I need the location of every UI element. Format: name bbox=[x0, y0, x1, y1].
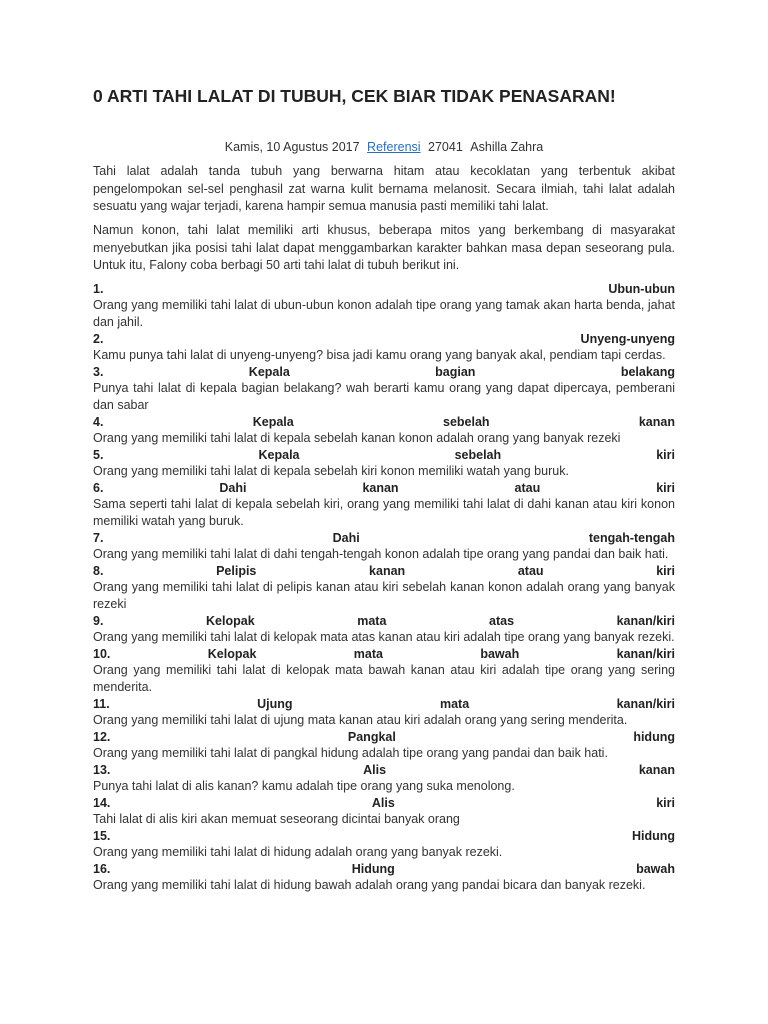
item-description: Orang yang memiliki tahi lalat di ubun-ubun konon adalah tipe orang yang tamak akan harta benda, jahat dan jahil. bbox=[93, 298, 675, 329]
item-heading-word: bawah bbox=[636, 862, 675, 876]
item-heading bbox=[93, 613, 675, 629]
item-heading bbox=[93, 646, 675, 662]
item-heading-word: atas bbox=[489, 614, 515, 628]
item-description: Orang yang memiliki tahi lalat di hidung adalah orang yang banyak rezeki. bbox=[93, 845, 503, 859]
item-heading bbox=[93, 530, 675, 546]
item-number: 1. bbox=[93, 282, 104, 296]
item-number: 7. bbox=[93, 531, 104, 545]
item-heading-word: Alis bbox=[371, 796, 395, 810]
list-item bbox=[93, 696, 675, 729]
list-item bbox=[93, 729, 675, 762]
item-heading bbox=[93, 447, 675, 463]
item-description: Orang yang memiliki tahi lalat di kepala sebelah kiri konon memiliki watah yang buruk. bbox=[93, 464, 569, 478]
list-item bbox=[93, 828, 675, 861]
item-number: 4. bbox=[93, 415, 104, 429]
item-description: Orang yang memiliki tahi lalat di ujung mata kanan atau kiri adalah orang yang sering menderita. bbox=[93, 713, 628, 727]
item-description: Kamu punya tahi lalat di unyeng-unyeng? bisa jadi kamu orang yang banyak akal, pendiam tapi cerdas. bbox=[93, 348, 666, 362]
item-heading bbox=[93, 563, 675, 579]
item-heading bbox=[93, 729, 675, 745]
item-heading bbox=[93, 364, 675, 380]
item-heading-word: Kepala bbox=[248, 365, 290, 379]
item-heading-word: Kepala bbox=[252, 415, 294, 429]
article-title: 0 ARTI TAHI LALAT DI TUBUH, CEK BIAR TIDAK PENASARAN! bbox=[93, 86, 616, 106]
item-heading-word: Alis bbox=[363, 763, 387, 777]
item-heading bbox=[93, 480, 675, 496]
item-heading-word: kanan bbox=[638, 763, 675, 777]
item-description: Tahi lalat di alis kiri akan memuat seseorang dicintai banyak orang bbox=[93, 812, 460, 826]
item-heading bbox=[93, 331, 675, 347]
item-description: Orang yang memiliki tahi lalat di kepala sebelah kanan konon adalah orang yang banyak rezeki bbox=[93, 431, 621, 445]
item-description: Orang yang memiliki tahi lalat di kelopak mata atas kanan atau kiri adalah tipe orang yang banyak rezeki. bbox=[93, 630, 675, 644]
item-heading bbox=[93, 696, 675, 712]
item-description: Orang yang memiliki tahi lalat di dahi tengah-tengah konon adalah tipe orang yang pandai dan baik hati. bbox=[93, 547, 669, 561]
item-description: Sama seperti tahi lalat di kepala sebelah kiri, orang yang memiliki tahi lalat di dahi kanan atau kiri konon memiliki watah yang buruk. bbox=[93, 497, 675, 528]
list-item bbox=[93, 364, 675, 414]
item-heading bbox=[93, 762, 675, 778]
list-item bbox=[93, 480, 675, 530]
item-heading-word: Pelipis bbox=[216, 564, 257, 578]
item-heading-word: kiri bbox=[656, 796, 675, 810]
item-heading-word: kanan/kiri bbox=[616, 614, 675, 628]
list-item bbox=[93, 762, 675, 795]
list-item bbox=[93, 646, 675, 696]
item-heading bbox=[93, 861, 675, 877]
item-heading-word: Hidung bbox=[631, 829, 675, 843]
item-heading-word: Kelopak bbox=[207, 647, 257, 661]
item-number: 10. bbox=[93, 647, 111, 661]
list-item bbox=[93, 795, 675, 828]
item-description: Punya tahi lalat di kepala bagian belakang? wah berarti kamu orang yang dapat dipercaya, pemberani dan sabar bbox=[93, 381, 675, 412]
item-number: 2. bbox=[93, 332, 104, 346]
item-number: 8. bbox=[93, 564, 104, 578]
category-link[interactable]: Referensi bbox=[367, 140, 421, 154]
item-heading-word: atau bbox=[517, 564, 544, 578]
item-heading bbox=[93, 414, 675, 430]
view-count: 27041 bbox=[428, 140, 463, 154]
item-heading bbox=[93, 795, 675, 811]
mole-meaning-list bbox=[93, 281, 675, 894]
item-number: 3. bbox=[93, 365, 104, 379]
item-heading-word: mata bbox=[353, 647, 383, 661]
item-heading-word: Kepala bbox=[258, 448, 300, 462]
item-description: Orang yang memiliki tahi lalat di kelopak mata bawah kanan atau kiri adalah tipe orang yang sering menderita. bbox=[93, 663, 675, 694]
item-heading-word: kiri bbox=[656, 448, 675, 462]
item-heading-word: kiri bbox=[656, 564, 675, 578]
item-heading-word: tengah-tengah bbox=[588, 531, 675, 545]
intro-paragraph-2: Namun konon, tahi lalat memiliki arti khusus, beberapa mitos yang berkembang di masyarakat menyebutkan jika posisi tahi lalat dapat menggambarkan karakter bahkan masa depan seseorang pula. Untuk itu, Falony coba berbagi 50 arti tahi lalat di tubuh berikut ini. bbox=[93, 223, 675, 272]
item-heading-word: mata bbox=[357, 614, 387, 628]
list-item bbox=[93, 613, 675, 646]
list-item bbox=[93, 281, 675, 331]
item-heading-word: atau bbox=[514, 481, 541, 495]
item-heading-word: Pangkal bbox=[347, 730, 396, 744]
item-description: Punya tahi lalat di alis kanan? kamu adalah tipe orang yang suka menolong. bbox=[93, 779, 515, 793]
item-heading-word: hidung bbox=[633, 730, 675, 744]
list-item bbox=[93, 563, 675, 613]
item-heading-word: bawah bbox=[480, 647, 520, 661]
item-heading-word: mata bbox=[439, 697, 470, 711]
item-heading-word: Ujung bbox=[257, 697, 293, 711]
list-item bbox=[93, 861, 675, 894]
item-heading-word: sebelah bbox=[454, 448, 502, 462]
item-number: 15. bbox=[93, 829, 111, 843]
item-heading-word: belakang bbox=[620, 365, 675, 379]
item-heading-word: Dahi bbox=[332, 531, 360, 545]
author-name: Ashilla Zahra bbox=[470, 140, 544, 154]
item-heading-word: kanan bbox=[638, 415, 675, 429]
item-number: 12. bbox=[93, 730, 111, 744]
item-heading-word: kanan/kiri bbox=[616, 647, 675, 661]
list-item bbox=[93, 331, 675, 364]
item-heading-word: sebelah bbox=[443, 415, 490, 429]
list-item bbox=[93, 530, 675, 563]
item-number: 13. bbox=[93, 763, 111, 777]
item-number: 9. bbox=[93, 614, 104, 628]
item-number: 14. bbox=[93, 796, 111, 810]
intro-paragraph-1: Tahi lalat adalah tanda tubuh yang berwarna hitam atau kecoklatan yang terbentuk akibat pengelompokan sel-sel penghasil zat warna kulit bernama melanosit. Secara ilmiah, tahi lalat adalah sesuatu yang wajar terjadi, karena hampir semua manusia pasti memiliki tahi lalat. bbox=[93, 164, 675, 213]
item-heading-word: Kelopak bbox=[206, 614, 255, 628]
item-heading-word: Unyeng-unyeng bbox=[580, 332, 675, 346]
item-heading-word: Hidung bbox=[351, 862, 395, 876]
list-item bbox=[93, 447, 675, 480]
item-heading bbox=[93, 828, 675, 844]
item-number: 16. bbox=[93, 862, 111, 876]
item-heading-word: kiri bbox=[656, 481, 675, 495]
item-description: Orang yang memiliki tahi lalat di pelipis kanan atau kiri sebelah kanan konon adalah orang yang banyak rezeki bbox=[93, 580, 675, 611]
list-item bbox=[93, 414, 675, 447]
item-heading-word: bagian bbox=[435, 365, 476, 379]
item-heading-word: Ubun-ubun bbox=[608, 282, 675, 296]
item-heading-word: kanan bbox=[362, 481, 399, 495]
article-date: Kamis, 10 Agustus 2017 bbox=[224, 140, 360, 154]
item-description: Orang yang memiliki tahi lalat di hidung bawah adalah orang yang pandai bicara dan banyak rezeki. bbox=[93, 878, 646, 892]
item-heading bbox=[93, 281, 675, 297]
item-number: 11. bbox=[93, 697, 110, 711]
article-meta bbox=[93, 140, 675, 154]
item-number: 6. bbox=[93, 481, 104, 495]
item-description: Orang yang memiliki tahi lalat di pangkal hidung adalah tipe orang yang pandai dan baik hati. bbox=[93, 746, 608, 760]
item-heading-word: kanan/kiri bbox=[616, 697, 675, 711]
item-heading-word: kanan bbox=[369, 564, 406, 578]
item-number: 5. bbox=[93, 448, 104, 462]
item-heading-word: Dahi bbox=[219, 481, 247, 495]
